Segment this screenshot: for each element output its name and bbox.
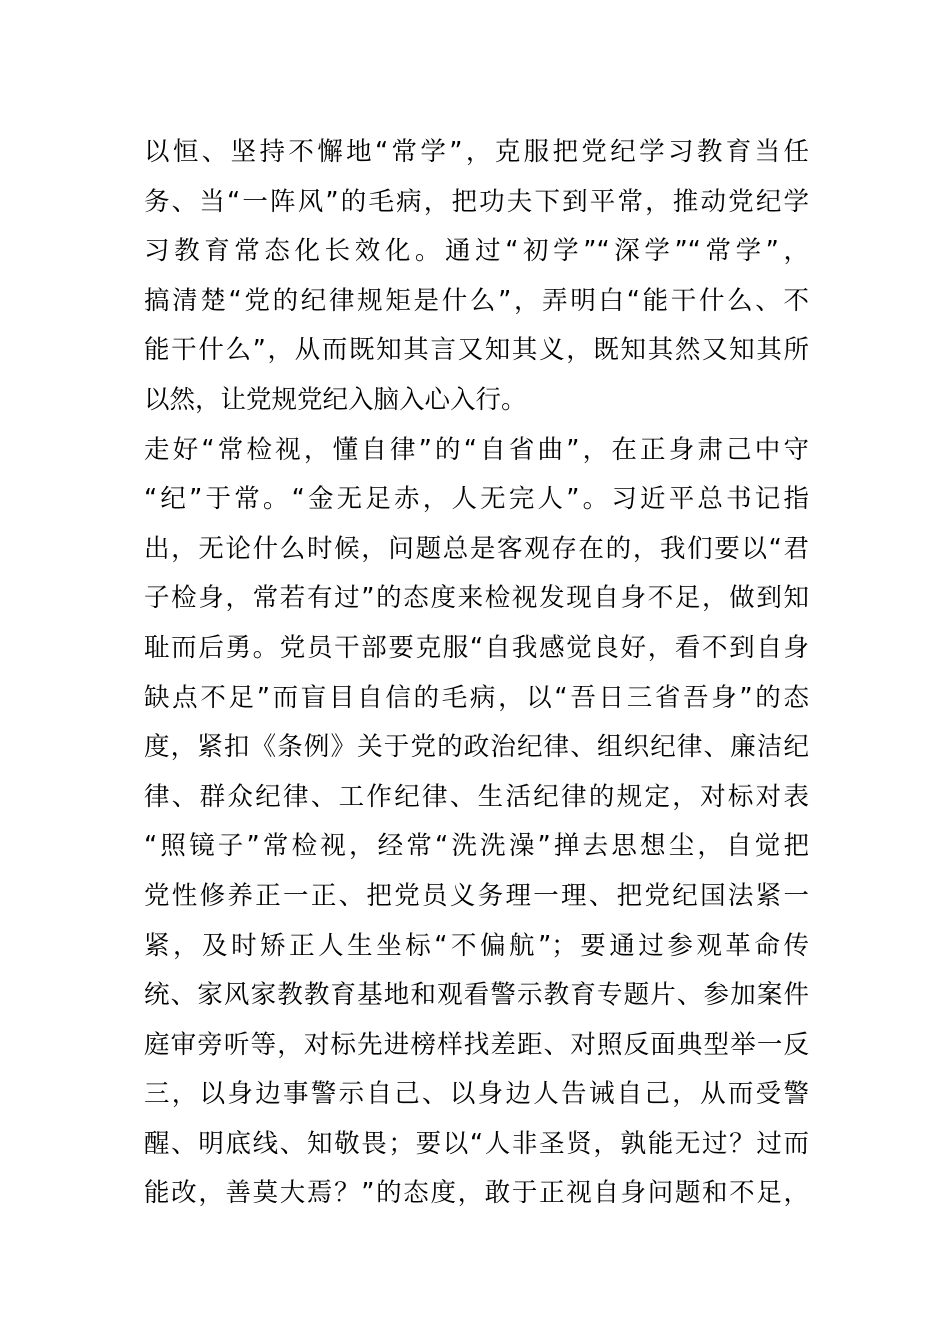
text-line: 统、家风家教教育基地和观看警示教育专题片、参加案件 [144, 980, 809, 1011]
text-line: 习教育常态化长效化。通过“初学”“深学”“常学”， [144, 236, 809, 267]
text-line: “照镜子”常检视，经常“洗洗澡”掸去思想尘，自觉把 [144, 831, 809, 862]
body-text [144, 128, 809, 1219]
text-line: 务、当“一阵风”的毛病，把功夫下到平常，推动党纪学 [144, 186, 809, 217]
text-line: 紧，及时矫正人生坐标“不偏航”；要通过参观革命传 [144, 930, 809, 961]
text-line: 以然，让党规党纪入脑入心入行。 [144, 384, 527, 415]
text-line: 能干什么”，从而既知其言又知其义，既知其然又知其所 [144, 335, 809, 366]
text-line: 律、群众纪律、工作纪律、生活纪律的规定，对标对表 [144, 781, 809, 812]
text-line: 耻而后勇。党员干部要克服“自我感觉良好，看不到自身 [144, 632, 809, 663]
text-line: 搞清楚“党的纪律规矩是什么”，弄明白“能干什么、不 [144, 285, 809, 316]
text-line: 走好“常检视，懂自律”的“自省曲”，在正身肃己中守 [144, 434, 809, 465]
text-line: 缺点不足”而盲目自信的毛病，以“吾日三省吾身”的态 [144, 682, 809, 713]
text-line: 度，紧扣《条例》关于党的政治纪律、组织纪律、廉洁纪 [144, 732, 809, 763]
text-line: 党性修养正一正、把党员义务理一理、把党纪国法紧一 [144, 880, 809, 911]
text-line: 以恒、坚持不懈地“常学”，克服把党纪学习教育当任 [144, 137, 809, 167]
text-line: 三，以身边事警示自己、以身边人告诫自己，从而受警 [144, 1079, 809, 1110]
text-line: 子检身，常若有过”的态度来检视发现自身不足，做到知 [144, 583, 809, 614]
text-line: 庭审旁听等，对标先进榜样找差距、对照反面典型举一反 [144, 1029, 809, 1060]
text-line: 能改，善莫大焉？”的态度，敢于正视自身问题和不足， [144, 1178, 809, 1209]
text-line: “纪”于常。“金无足赤，人无完人”。习近平总书记指 [144, 484, 809, 515]
text-line: 出，无论什么时候，问题总是客观存在的，我们要以“君 [144, 533, 809, 564]
text-line: 醒、明底线、知敬畏；要以“人非圣贤，孰能无过？过而 [144, 1128, 809, 1159]
